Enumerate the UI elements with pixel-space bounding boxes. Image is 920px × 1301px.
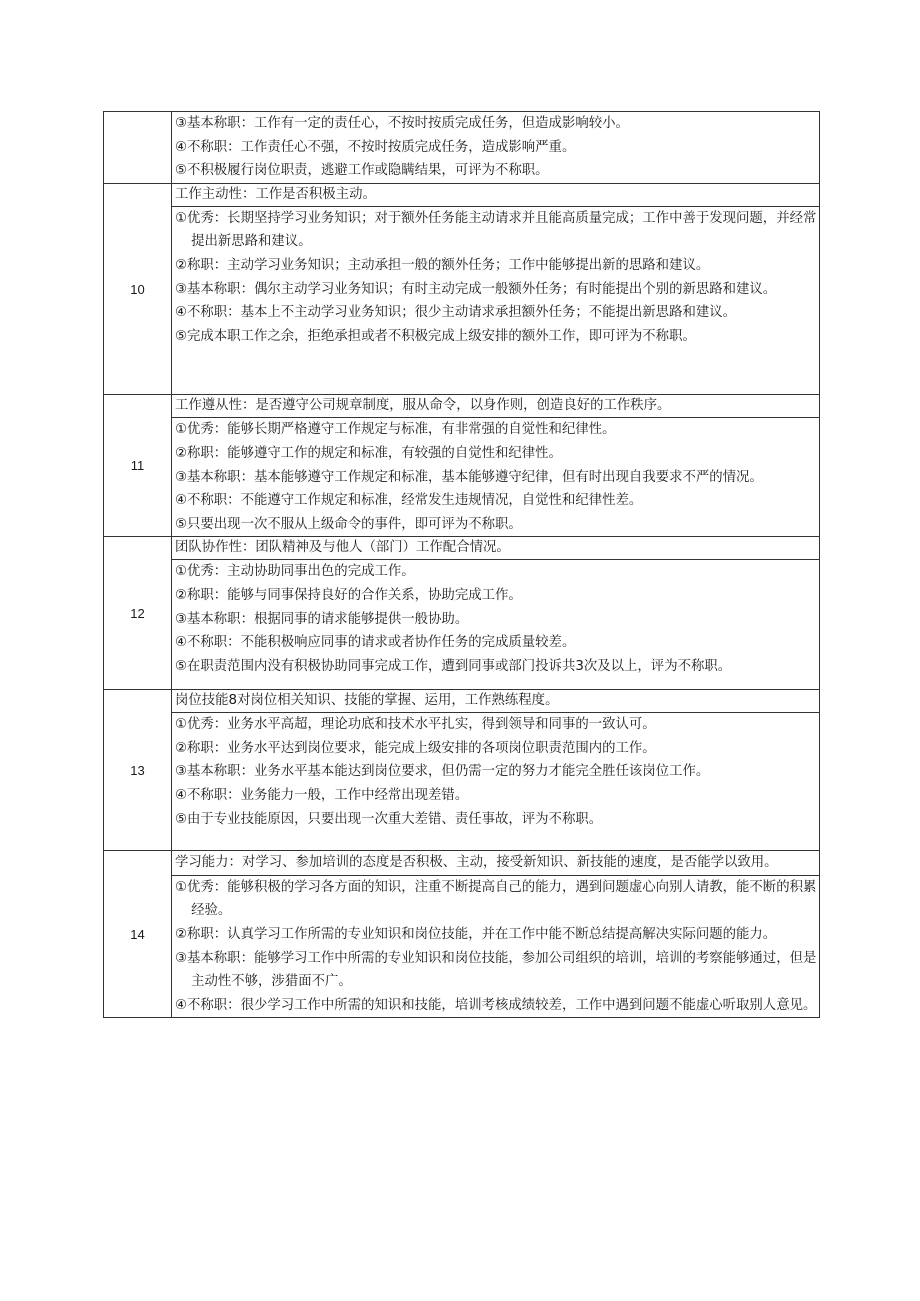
criteria-levels-cell [172,560,820,690]
table-row-12-levels [104,560,820,690]
table-row-10-levels [104,206,820,395]
criteria-levels-cell [172,418,820,537]
criteria-line: ③基本称职：能够学习工作中所需的专业知识和岗位技能，参加公司组织的培训，培训的考察能够通过，但是主动性不够，涉猎面不广。 [175,950,817,990]
table-row-continuation [104,112,820,184]
criteria-line: ①优秀：长期坚持学习业务知识；对于额外任务能主动请求并且能高质量完成；工作中善于发现问题，并经常提出新思路和建议。 [175,210,817,250]
evaluation-table [103,111,820,1018]
table-row-12 [104,537,820,560]
criteria-line: ④不称职：不能积极响应同事的请求或者协作任务的完成质量较差。 [175,635,576,651]
criteria-heading: 团队协作性：团队精神及与他人（部门）工作配合情况。 [175,540,510,556]
table-row-13-levels [104,713,820,851]
row-number-cell [104,112,172,184]
row-number-cell: 12 [104,537,172,690]
criteria-line: ②称职：业务水平达到岗位要求，能完成上级安排的各项岗位职责范围内的工作。 [175,740,656,756]
blank-space [172,831,819,850]
blank-space [172,678,819,689]
table-row-14 [104,851,820,876]
criteria-line: ⑤完成本职工作之余，拒绝承担或者不积极完成上级安排的额外工作，即可评为不称职。 [175,328,696,344]
criteria-line: ⑤由于专业技能原因，只要出现一次重大差错、责任事故，评为不称职。 [175,811,603,827]
criteria-line: ③基本称职：工作有一定的责任心，不按时按质完成任务，但造成影响较小。 [175,116,629,131]
criteria-line: ④不称职：工作责任心不强，不按时按质完成任务，造成影响严重。 [175,139,576,155]
criteria-line: ⑤只要出现一次不服从上级命令的事件，即可评为不称职。 [175,516,522,532]
row-number-cell: 11 [104,395,172,537]
criteria-line: ④不称职：业务能力一般，工作中经常出现差错。 [175,788,469,804]
criteria-levels-cell [172,206,820,395]
table-row-13 [104,690,820,713]
row-number-cell: 14 [104,851,172,1018]
criteria-heading: 学习能力：对学习、参加培训的态度是否积极、主动，接受新知识、新技能的速度，是否能学以致用。 [175,855,778,871]
criteria-heading-cell [172,537,820,560]
criteria-line: ④不称职：很少学习工作中所需的知识和技能，培训考核成绩较差，工作中遇到问题不能虚心听取别人意见。 [175,997,817,1013]
criteria-heading: 工作主动性：工作是否积极主动。 [175,186,376,202]
criteria-line: ③基本称职：根据同事的请求能够提供一般协助。 [175,611,469,627]
criteria-line: ①优秀：能够积极的学习各方面的知识，注重不断提高自己的能力，遇到问题虚心向别人请教，能不断的积累经验。 [175,879,817,919]
criteria-line: ②称职：能够与同事保持良好的合作关系，协助完成工作。 [175,587,522,603]
table-row-14-levels [104,875,820,1018]
criteria-heading: 工作遵从性：是否遵守公司规章制度，服从命令，以身作则，创造良好的工作秩序。 [175,398,671,414]
criteria-cell [172,112,820,184]
criteria-heading-cell [172,690,820,713]
table-row-10 [104,183,820,206]
evaluation-sheet [103,111,818,1018]
blank-space [172,348,819,394]
criteria-levels-cell [172,875,820,1018]
criteria-heading-cell [172,851,820,876]
table-row-11 [104,395,820,418]
criteria-line: ②称职：主动学习业务知识；主动承担一般的额外任务；工作中能够提出新的思路和建议。 [175,257,710,273]
criteria-line: ①优秀：主动协助同事出色的完成工作。 [175,564,415,580]
criteria-line: ④不称职：不能遵守工作规定和标准，经常发生违规情况，自觉性和纪律性差。 [175,493,643,509]
criteria-heading-cell [172,183,820,206]
row-number-cell: 13 [104,690,172,851]
criteria-heading-cell [172,395,820,418]
row-number-cell: 10 [104,183,172,395]
criteria-line: ⑤在职责范围内没有积极协助同事完成工作，遭到同事或部门投诉共3次及以上，评为不称职。 [175,658,732,674]
criteria-line: ③基本称职：业务水平基本能达到岗位要求，但仍需一定的努力才能完全胜任该岗位工作。 [175,764,710,780]
table-row-11-levels [104,418,820,537]
criteria-levels-cell [172,713,820,851]
criteria-line: ①优秀：能够长期严格遵守工作规定与标准，有非常强的自觉性和纪律性。 [175,422,616,438]
criteria-line: ①优秀：业务水平高超，理论功底和技术水平扎实，得到领导和同事的一致认可。 [175,717,656,733]
criteria-line: ⑤不积极履行岗位职责，逃避工作或隐瞒结果，可评为不称职。 [175,163,549,179]
criteria-line: ③基本称职：偶尔主动学习业务知识；有时主动完成一般额外任务；有时能提出个别的新思路和建议。 [175,281,777,297]
criteria-line: ②称职：能够遵守工作的规定和标准，有较强的自觉性和纪律性。 [175,445,562,461]
criteria-heading: 岗位技能8对岗位相关知识、技能的掌握、运用，工作熟练程度。 [175,693,559,709]
criteria-line: ④不称职：基本上不主动学习业务知识；很少主动请求承担额外任务；不能提出新思路和建议。 [175,305,737,321]
criteria-line: ③基本称职：基本能够遵守工作规定和标准，基本能够遵守纪律，但有时出现自我要求不严的情况。 [175,469,763,485]
criteria-line: ②称职：认真学习工作所需的专业知识和岗位技能，并在工作中能不断总结提高解决实际问题的能力。 [175,927,777,943]
